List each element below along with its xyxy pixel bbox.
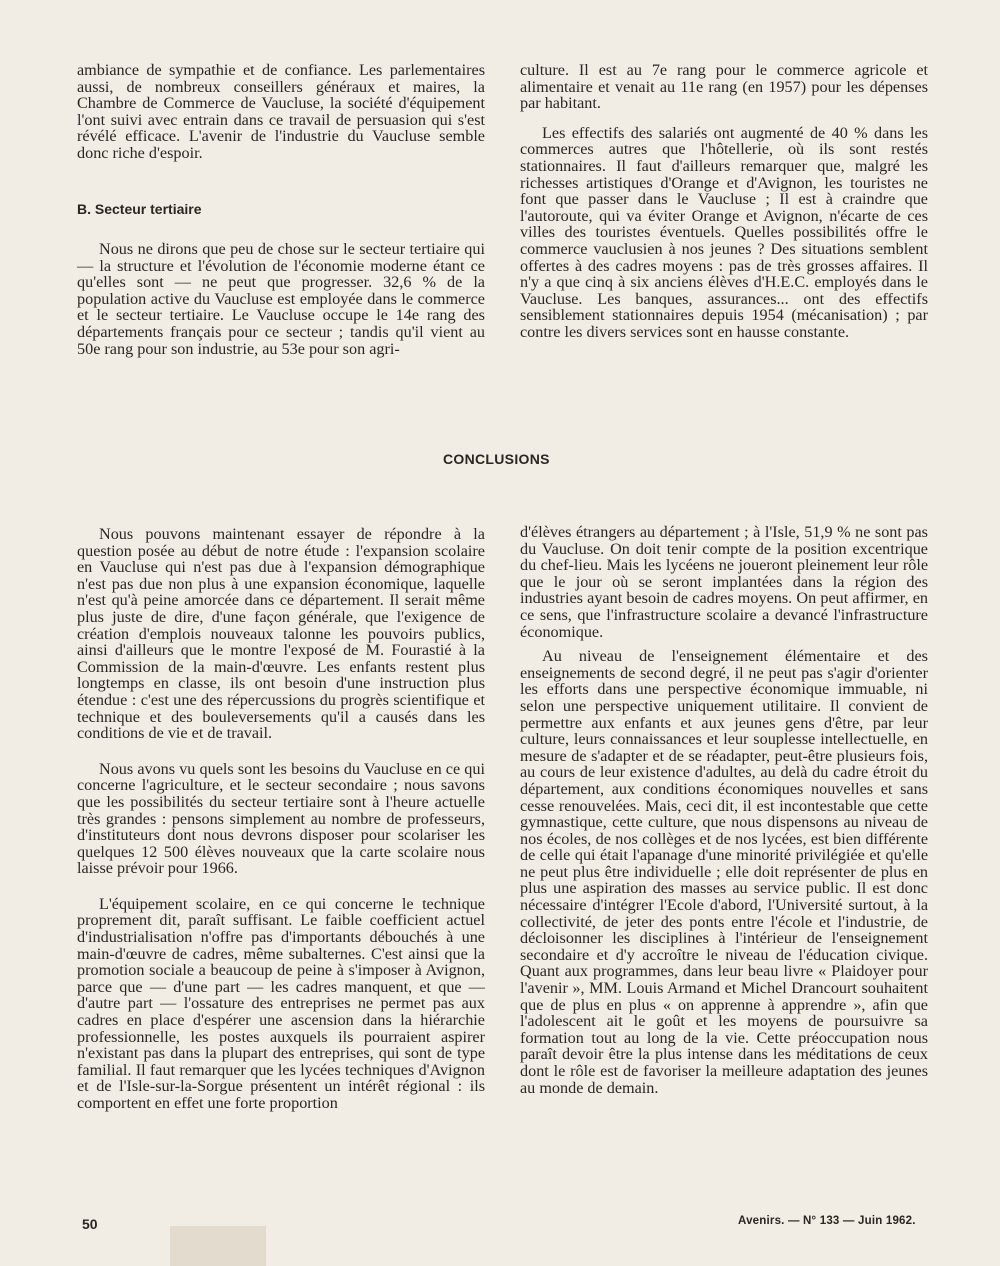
top-right-column: [520, 62, 928, 341]
conclusions-right-paragraph-2: Au niveau de l'enseignement élémentaire et des enseignements de second degré, il ne peut pas s'agir d'orienter les efforts dans une perspective économique immuable, ni selon une perspective uniquement utilitaire. Il convient de permettre aux enfants et aux jeunes gens d'être, par leur culture, leurs connaissances et leur souplesse intellectuelle, en mesure de s'adapter et de se réadapter, peut-être plusieurs fois, au cours de leur existence d'adultes, au delà du cadre étroit du département, aux conditions économiques nouvelles et sans cesse renouvelées. Mais, ceci dit, il est incontestable que cette gymnastique, cette culture, que nous dispensons au niveau de nos écoles, de nos collèges et de nos lycées, est bien différente de celle qui était l'apanage d'une minorité privilégiée et qu'elle ne peut plus être individuelle ; elle doit représenter de plus en plus une aspiration des masses au service public. Il est donc nécessaire d'intégrer l'Ecole d'abord, l'Université surtout, à la collectivité, de jeter des ponts entre l'école et l'industrie, de décloisonner les disciplines à l'intérieur de l'enseignement secondaire et d'y accroître le niveau de l'éducation civique. Quant aux programmes, dans leur beau livre « Plaidoyer pour l'avenir », MM. Louis Armand et Michel Drancourt souhaitent que de plus en plus « on apprenne à apprendre », afin que l'adolescent ait le goût et les moyens de poursuivre sa formation tout au long de la vie. Cette préoccupation nous paraît devoir être la plus intense dans les méditations de ceux dont le rôle est de favoriser la meilleure adaptation des jeunes au monde de demain.: [520, 647, 928, 1097]
conclusions-left-paragraph-1: Nous pouvons maintenant essayer de répondre à la question posée au début de notre étude : l'expansion scolaire en Vaucluse qui n'est pas due à l'expansion démographique n'est pas due non plus à une expansion économique, laquelle n'est qu'à peine amorcée dans ce département. Il serait même plus juste de dire, d'une façon générale, que l'exigence de création d'emplois nouveaux talonne les pouvoirs publics, ainsi d'ailleurs que le montre l'exposé de M. Fourastié à la Commission de la main-d'œuvre. Les enfants restent plus longtemps en classe, ils ont besoin d'une instruction plus étendue : c'est une des répercussions du progrès scientifique et technique et des bouleversements qu'il a causés dans les conditions de vie et de travail.: [77, 525, 485, 743]
page-number: 50: [82, 1216, 98, 1232]
top-right-paragraph-1: culture. Il est au 7e rang pour le commerce agricole et alimentaire et venait au 11e rang (en 1957) pour les dépenses par habitant.: [520, 61, 928, 113]
journal-reference: Avenirs. — N° 133 — Juin 1962.: [738, 1215, 916, 1227]
tertiaire-paragraph: Nous ne dirons que peu de chose sur le secteur tertiaire qui — la structure et l'évolution de l'économie moderne étant ce qu'elles sont — ne peut que progresser. 32,6 % de la population active du Vaucluse est employée dans le commerce et le secteur tertiaire. Le Vaucluse occupe le 14e rang des départements français pour ce secteur ; tandis qu'il vient au 50e rang pour son industrie, au 53e pour son agri-: [77, 240, 485, 358]
conclusions-left-paragraph-2: Nous avons vu quels sont les besoins du Vaucluse en ce qui concerne l'agriculture, et le secteur secondaire ; nous savons que les possibilités du secteur tertiaire sont à l'heure actuelle très grandes : pensons simplement au nombre de professeurs, d'instituteurs dont nous devrons disposer pour scolariser les quelques 12 500 élèves nouveaux que la carte scolaire nous laisse prévoir pour 1966.: [77, 759, 485, 878]
conclusions-right-column: [520, 524, 928, 1096]
conclusions-right-paragraph-1: d'élèves étrangers au département ; à l'Isle, 51,9 % ne sont pas du Vaucluse. On doit tenir compte de la position excentrique du chef-lieu. Mais les lycéens ne joueront pleinement leur rôle que le jour où se seront implantées dans la région des industries ayant besoin de cadres moyens. On peut affirmer, en ce sens, que l'infrastructure scolaire a devancé l'infrastructure économique.: [520, 523, 928, 641]
section-heading-tertiaire: B. Secteur tertiaire: [77, 201, 202, 217]
conclusions-left-paragraph-3: L'équipement scolaire, en ce qui concerne le technique proprement dit, paraît suffisant. Le faible coefficient actuel d'industrialisation n'offre pas d'importants débouchés à une main-d'œuvre de cadres, même subalternes. C'est ainsi que la promotion sociale a beaucoup de peine à s'imposer à Avignon, parce que — d'une part — les cadres manquent, et que — d'autre part — l'ossature des entreprises ne permet pas aux cadres en place d'espérer une ascension dans la hiérarchie professionnelle, les postes auxquels ils pourraient aspirer n'existant pas dans la plupart des entreprises, qui sont de type familial. Il faut remarquer que les lycées techniques d'Avignon et de l'Isle-sur-la-Sorgue présentent un intérêt régional : ils comportent en effet une forte proportion: [77, 894, 485, 1112]
top-left-paragraph: ambiance de sympathie et de confiance. Les parlementaires aussi, de nombreux conseillers généraux et maires, la Chambre de Commerce de Vaucluse, la société d'équipement l'ont suivi avec entrain dans ce travail de persuasion qui s'est révélé efficace. L'avenir de l'industrie du Vaucluse semble donc riche d'espoir.: [77, 61, 485, 162]
tertiaire-column: [77, 241, 485, 357]
top-right-paragraph-2: Les effectifs des salariés ont augmenté de 40 % dans les commerces autres que l'hôtellerie, où ils sont restés stationnaires. Il faut d'ailleurs remarquer que, malgré les richesses artistiques d'Orange et d'Avignon, les touristes ne font que passer dans le Vaucluse ; Il est à craindre que l'autoroute, qui va éviter Orange et Avignon, n'écarte de ces villes des touristes éventuels. Quelles possibilités offre le commerce vauclusien à nos jeunes ? Des situations semblent offertes à des cadres moyens : pas de très grosses affaires. Il n'y a que cinq à six anciens élèves d'H.E.C. employés dans le Vaucluse. Les banques, assurances... ont des effectifs sensiblement stationnaires depuis 1954 (mécanisation) ; par contre les divers services sont en hausse constante.: [520, 123, 928, 341]
conclusions-left-column: [77, 526, 485, 1112]
conclusions-title: CONCLUSIONS: [443, 451, 550, 467]
top-left-column: [77, 62, 485, 162]
paper-smudge: [170, 1226, 266, 1266]
